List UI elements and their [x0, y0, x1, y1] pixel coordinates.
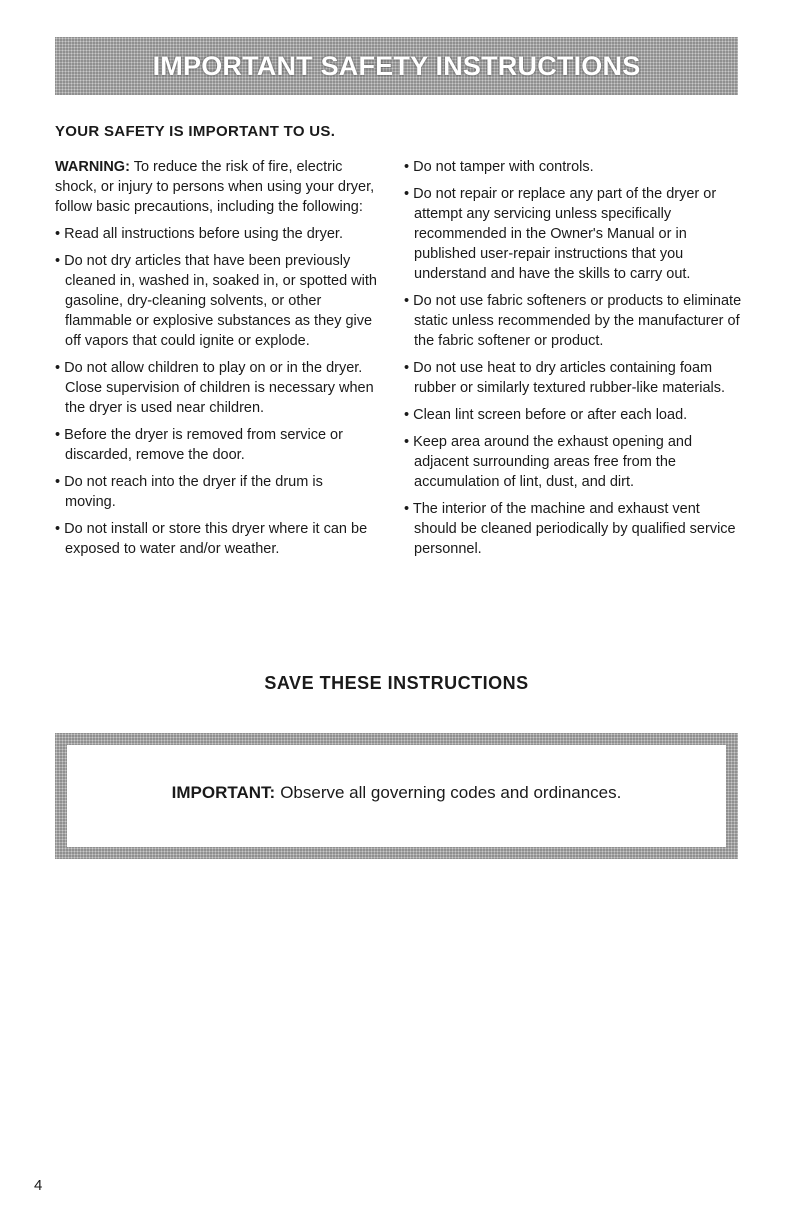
notice-text: Observe all governing codes and ordinances.	[280, 783, 622, 802]
warning-label: WARNING:	[55, 159, 130, 175]
title-banner	[55, 37, 738, 95]
page-number: 4	[34, 1177, 43, 1194]
list-item: • Do not use heat to dry articles containing foam rubber or similarly textured rubber-like materials.	[404, 358, 744, 398]
save-instructions-heading: SAVE THESE INSTRUCTIONS	[264, 673, 529, 693]
left-column	[55, 157, 377, 566]
list-item: • Do not allow children to play on or in the dryer. Close supervision of children is necessary when the dryer is used near children.	[55, 358, 377, 418]
list-item: • Read all instructions before using the dryer.	[55, 224, 377, 244]
list-item: • The interior of the machine and exhaust vent should be cleaned periodically by qualified service personnel.	[404, 499, 744, 559]
list-item: • Do not repair or replace any part of the dryer or attempt any servicing unless specifically recommended in the Owner's Manual or in published user-repair instructions that you understand and have the skills to carry out.	[404, 184, 744, 284]
list-item: • Keep area around the exhaust opening and adjacent surrounding areas free from the accumulation of lint, dust, and dirt.	[404, 432, 744, 492]
list-item: • Do not use fabric softeners or products to eliminate static unless recommended by the manufacturer of the fabric softener or product.	[404, 291, 744, 351]
list-item: • Do not reach into the dryer if the drum is moving.	[55, 472, 377, 512]
notice-content	[67, 745, 726, 847]
notice-label: IMPORTANT:	[171, 783, 276, 802]
list-item: • Clean lint screen before or after each load.	[404, 405, 744, 425]
warning-text: To reduce the risk of fire, electric shock, or injury to persons when using your dryer, follow basic precautions, including the following:	[55, 159, 375, 215]
list-item: • Do not install or store this dryer where it can be exposed to water and/or weather.	[55, 519, 377, 559]
right-column	[404, 157, 744, 566]
list-item: • Before the dryer is removed from service or discarded, remove the door.	[55, 425, 377, 465]
important-notice-box	[55, 733, 738, 859]
warning-paragraph	[55, 157, 377, 217]
list-item: • Do not tamper with controls.	[404, 157, 744, 177]
page-title: IMPORTANT SAFETY INSTRUCTIONS	[152, 50, 641, 81]
section-subheading: YOUR SAFETY IS IMPORTANT TO US.	[55, 123, 336, 140]
list-item: • Do not dry articles that have been previously cleaned in, washed in, soaked in, or spotted with gasoline, dry-cleaning solvents, or other flammable or explosive substances as they give off vapors that could ignite or explode.	[55, 251, 377, 351]
